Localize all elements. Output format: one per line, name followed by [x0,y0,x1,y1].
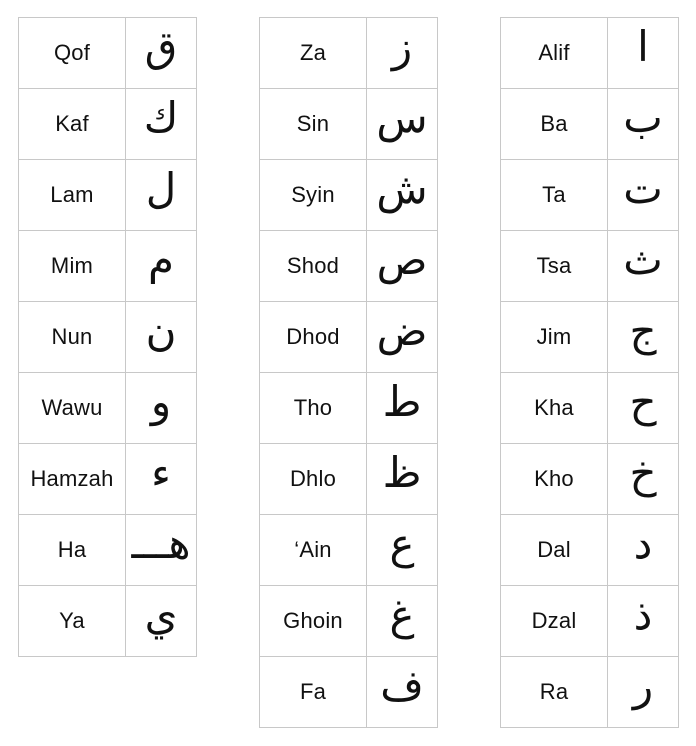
table-row [19,444,197,515]
arabic-glyph: ذ [633,590,653,639]
arabic-letter [608,18,679,89]
arabic-letter [608,373,679,444]
letter-name: Jim [501,302,608,373]
arabic-glyph: ز [391,22,413,71]
letter-name: Lam [19,160,126,231]
letter-name: Ta [501,160,608,231]
arabic-glyph: ض [376,306,428,355]
arabic-letter [608,302,679,373]
letter-name: Shod [260,231,367,302]
arabic-letter [367,373,438,444]
arabic-letter [367,18,438,89]
arabic-glyph: خ [629,448,657,497]
table-row [260,515,438,586]
letter-name: Wawu [19,373,126,444]
arabic-letter [126,89,197,160]
table-row [260,586,438,657]
arabic-letter [126,18,197,89]
letter-name: Mim [19,231,126,302]
letter-name: Dzal [501,586,608,657]
arabic-glyph: و [150,377,172,426]
arabic-letter [367,444,438,515]
table-row [501,302,679,373]
table-row [260,231,438,302]
arabic-letter [608,657,679,728]
arabic-glyph: د [633,519,653,568]
arabic-glyph: ق [144,22,178,71]
letter-name: Fa [260,657,367,728]
table-row [260,302,438,373]
letter-table-left [18,17,197,657]
arabic-glyph: ث [623,235,663,284]
letter-name: Kha [501,373,608,444]
arabic-letter [367,89,438,160]
arabic-letter [608,515,679,586]
arabic-letter [126,373,197,444]
arabic-glyph: ع [389,519,415,568]
letter-name: Tsa [501,231,608,302]
table-row [260,657,438,728]
arabic-glyph: غ [389,590,415,639]
letter-table-right [500,17,679,728]
arabic-letter [367,515,438,586]
arabic-glyph: ش [376,164,428,213]
arabic-glyph: ظ [382,448,422,497]
arabic-letter [126,444,197,515]
table-row [501,444,679,515]
arabic-glyph: م [147,235,174,284]
letter-name: Tho [260,373,367,444]
arabic-letter [126,160,197,231]
arabic-glyph: ك [143,93,179,142]
arabic-letter [608,160,679,231]
table-row [19,586,197,657]
table-row [260,373,438,444]
arabic-glyph: ر [632,661,654,710]
arabic-letter [367,160,438,231]
letter-name: Dal [501,515,608,586]
table-row [501,231,679,302]
table-row [260,160,438,231]
arabic-letter [608,586,679,657]
arabic-glyph: ت [623,164,663,213]
arabic-glyph: ا [637,22,649,71]
letter-name: Hamzah [19,444,126,515]
table-row [260,18,438,89]
letter-name: ‘Ain [260,515,367,586]
arabic-letter [126,231,197,302]
arabic-glyph: ء [151,448,171,497]
arabic-glyph: ب [623,93,663,142]
table-row [19,89,197,160]
table-row [501,657,679,728]
arabic-glyph: ي [144,590,178,639]
arabic-glyph: ف [380,661,424,710]
arabic-letter [126,515,197,586]
letter-table-body [260,18,438,728]
arabic-glyph: ط [382,377,422,426]
letter-name: Nun [19,302,126,373]
letter-name: Ra [501,657,608,728]
letter-name: Ghoin [260,586,367,657]
letter-name: Sin [260,89,367,160]
arabic-glyph: هـــ [131,519,191,568]
letter-name: Kho [501,444,608,515]
arabic-glyph: ج [629,306,657,355]
arabic-letter [367,586,438,657]
arabic-letter [608,231,679,302]
letter-name: Ba [501,89,608,160]
letter-name: Kaf [19,89,126,160]
letter-table-middle [259,17,438,728]
arabic-letter [367,302,438,373]
table-row [260,89,438,160]
letter-name: Qof [19,18,126,89]
arabic-letter [126,586,197,657]
table-row [501,160,679,231]
letter-name: Dhlo [260,444,367,515]
table-row [260,444,438,515]
letter-table-body [501,18,679,728]
arabic-glyph: ل [145,164,177,213]
table-row [19,231,197,302]
letter-name: Ya [19,586,126,657]
arabic-letter [608,89,679,160]
letter-name: Dhod [260,302,367,373]
table-row [501,373,679,444]
table-row [501,586,679,657]
arabic-glyph: ص [376,235,428,284]
arabic-letter [367,231,438,302]
letter-name: Syin [260,160,367,231]
table-row [19,515,197,586]
table-row [19,160,197,231]
letter-name: Alif [501,18,608,89]
letter-table-body [19,18,197,657]
arabic-letter [608,444,679,515]
table-row [19,373,197,444]
table-row [501,18,679,89]
arabic-letter [126,302,197,373]
letter-name: Za [260,18,367,89]
table-row [501,89,679,160]
table-row [501,515,679,586]
letter-name: Ha [19,515,126,586]
arabic-glyph: س [376,93,428,142]
arabic-glyph: ن [145,306,177,355]
table-row [19,302,197,373]
table-row [19,18,197,89]
arabic-letter [367,657,438,728]
arabic-glyph: ح [629,377,657,426]
